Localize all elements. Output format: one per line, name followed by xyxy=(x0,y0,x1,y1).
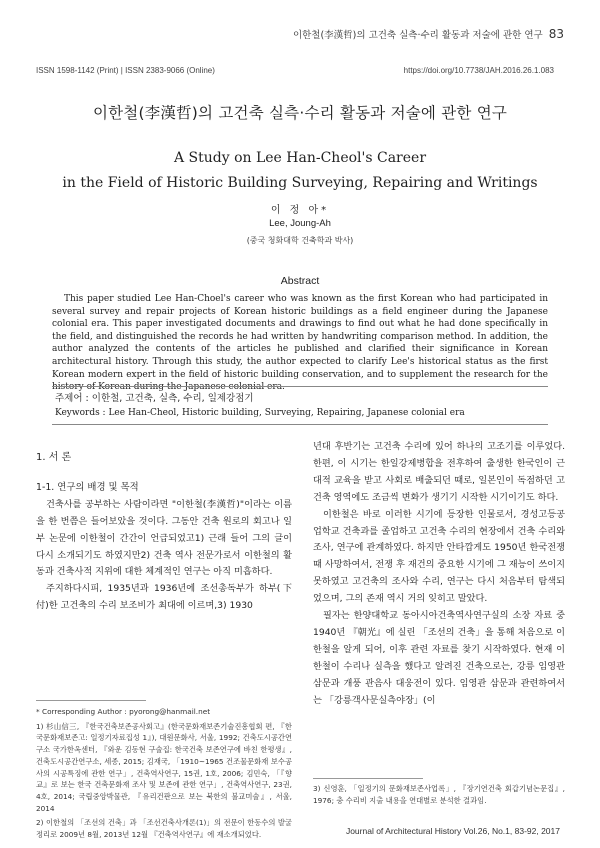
author-name-english: Lee, Joung-Ah xyxy=(269,218,331,229)
keywords-bottom-divider xyxy=(52,424,548,425)
footnote-item: 2) 이한철의 「조선의 건축」과 「조선건축사개론(1)」의 전문이 한동수의 발굴 정리로 2009년 8월, 2013년 12월 『건축역사연구』에 재소개되었다. xyxy=(36,818,292,840)
footnote-item: 1) 杉山信三, 『한국건축보존공사회고』(한국문화재보존기술진흥협회 편, 『한국문화재보존고: 일정기자료집성 1』), 대원문화사, 서울, 1992; 건축도시공간연구소 국가한옥센터, 『와운 김동현 구술집: 한국건축 보존연구에 바친 한평생』, 건축도시공간연구소, 세종, 2015; 김재국, 「1910~1965 건조물문화재 보수공사의 시공특징에 관한 연구」, 건축역사연구, 15권, 1호, 2006; 김민숙, 「『향교』로 보는 한국 건축문화재 조사 및 보존에 관한 연구」, 건축역사연구, 23권, 4호, 2014; 국립중앙박물관, 『유리건판으로 보는 북한의 불교미술』, 서울, 2014 xyxy=(36,721,292,813)
body-paragraph: 이한철은 바로 이러한 시기에 등장한 인물로서, 경성고등공업학교 건축과를 졸업하고 고건축 수리의 현장에서 건축 수리와 조사, 연구에 관계하였다. 하지만 안타깝게도 1950년 한국전쟁 때 사망하여서, 전쟁 후 재건의 중요한 시기에 그 재능이 쓰이지 못하였고 고건축의 조사와 수리, 연구는 다시 처음부터 탐색되었으며, 그의 존재 역시 거의 잊히고 말았다. xyxy=(313,508,565,605)
footnotes-right xyxy=(313,783,565,809)
footnote-item: 3) 신영훈, 「일정기의 문화재보존사업록」, 『장기연건축 회갑기념논문집』, 1976; 충 수리비 지출 내용을 연대별로 분석한 결과임. xyxy=(313,784,565,805)
title-en-line-2: in the Field of Historic Building Surveying, Repairing and Writings xyxy=(62,175,538,191)
section-heading: 1. 서 론 xyxy=(36,452,72,463)
running-head-title: 이한철(李漢哲)의 고건축 실측·수리 활동과 저술에 관한 연구 xyxy=(292,30,543,41)
paper-title-korean: 이한철(李漢哲)의 고건축 실측·수리 활동과 저술에 관한 연구 xyxy=(92,104,508,122)
issn-line: ISSN 1598-1142 (Print) | ISSN 2383-9066 (Online) xyxy=(36,66,215,75)
author-name-korean: 이 정 아* xyxy=(270,205,330,216)
paper-title-english xyxy=(0,146,600,196)
abstract-heading: Abstract xyxy=(280,275,320,287)
body-paragraph: 건축사를 공부하는 사람이라면 "이한철(李漢哲)"이라는 이름을 한 번쯤은 들어보았을 것이다. 그동안 건축 원로의 회고나 일부 논문에 이한철이 간간이 언급되었고1) 근래 들어 그의 글이 다시 소개되기도 하였지만2) 건축 역사 전문가로서 이한철의 활동과 건축사적 지위에 대한 체계적인 연구는 아직 미흡하다. xyxy=(36,498,292,578)
body-left-column xyxy=(36,450,292,615)
keywords-korean: 주제어 : 이한철, 고건축, 실측, 수리, 일제강점기 xyxy=(55,393,254,404)
body-paragraph: 필자는 한양대학교 동아시아건축역사연구실의 소장 자료 중 1940년 『朝光』에 실린 「조선의 건축」을 통해 처음으로 이한철을 알게 되어, 이후 관련 자료를 찾기 시작하였다. 현재 이한철이 수리나 실측을 했다고 알려진 건축으로는, 강릉 임영관 삼문과 개풍 관음사 대웅전이 있다. 임영관 삼문과 관련하여서는 「강릉객사문실측야장」(이 xyxy=(313,610,565,706)
journal-citation-footer: Journal of Architectural History Vol.26, No.1, 83-92, 2017 xyxy=(345,826,560,836)
keywords-english: Keywords : Lee Han-Cheol, Historic building, Surveying, Repairing, Japanese colonial era xyxy=(55,408,465,418)
page-number: 83 xyxy=(548,27,564,41)
keywords-top-divider xyxy=(52,386,548,387)
abstract-body xyxy=(52,293,548,394)
abstract-text: This paper studied Lee Han-Choel's career who was known as the first Korean who had participated in several survey and repair projects of Korean historic buildings as a field engineer during the Japanese colonial era. This paper investigated documents and drawings to find out what he had done specifically in the field, and distinguished the records he had written by handwriting comparison method. In addition, the author analyzed the contents of the articles he published and clarified their significance in Korean architectural history. Through this study, the author expected to clarify Lee's historical status as the first Korean modern expert in the field of historic building conservation, and to supplement the research for the history of Korean during the Japanese colonial era. xyxy=(52,294,548,393)
footnote-divider-right xyxy=(313,778,423,779)
subsection-heading: 1-1. 연구의 배경 및 목적 xyxy=(36,481,139,493)
running-head xyxy=(293,27,564,41)
footnotes-left xyxy=(36,706,292,844)
body-right-column xyxy=(313,439,565,710)
doi-link[interactable]: https://doi.org/10.7738/JAH.2016.26.1.083 xyxy=(403,66,554,75)
footnote-divider-left xyxy=(36,700,146,701)
body-paragraph: 년대 후반기는 고건축 수리에 있어 하나의 고조기를 이루었다. 한편, 이 시기는 한일강제병합을 전후하여 출생한 한국인이 근대적 교육을 받고 사회로 배출되던 때로, 일본인이 독점하던 고건축 영역에도 조금씩 변화가 생기기 시작한 시기이기도 하다. xyxy=(313,441,565,503)
author-affiliation: (중국 청화대학 건축학과 박사) xyxy=(246,236,354,245)
corresponding-author-note: * Corresponding Author : pyorong@hanmail.net xyxy=(36,707,211,716)
body-paragraph: 주지하다시피, 1935년과 1936년에 조선총독부가 하부(下付)한 고건축의 수리 보조비가 최대에 이르며,3) 1930 xyxy=(36,583,292,612)
title-en-line-1: A Study on Lee Han-Cheol's Career xyxy=(173,150,427,166)
